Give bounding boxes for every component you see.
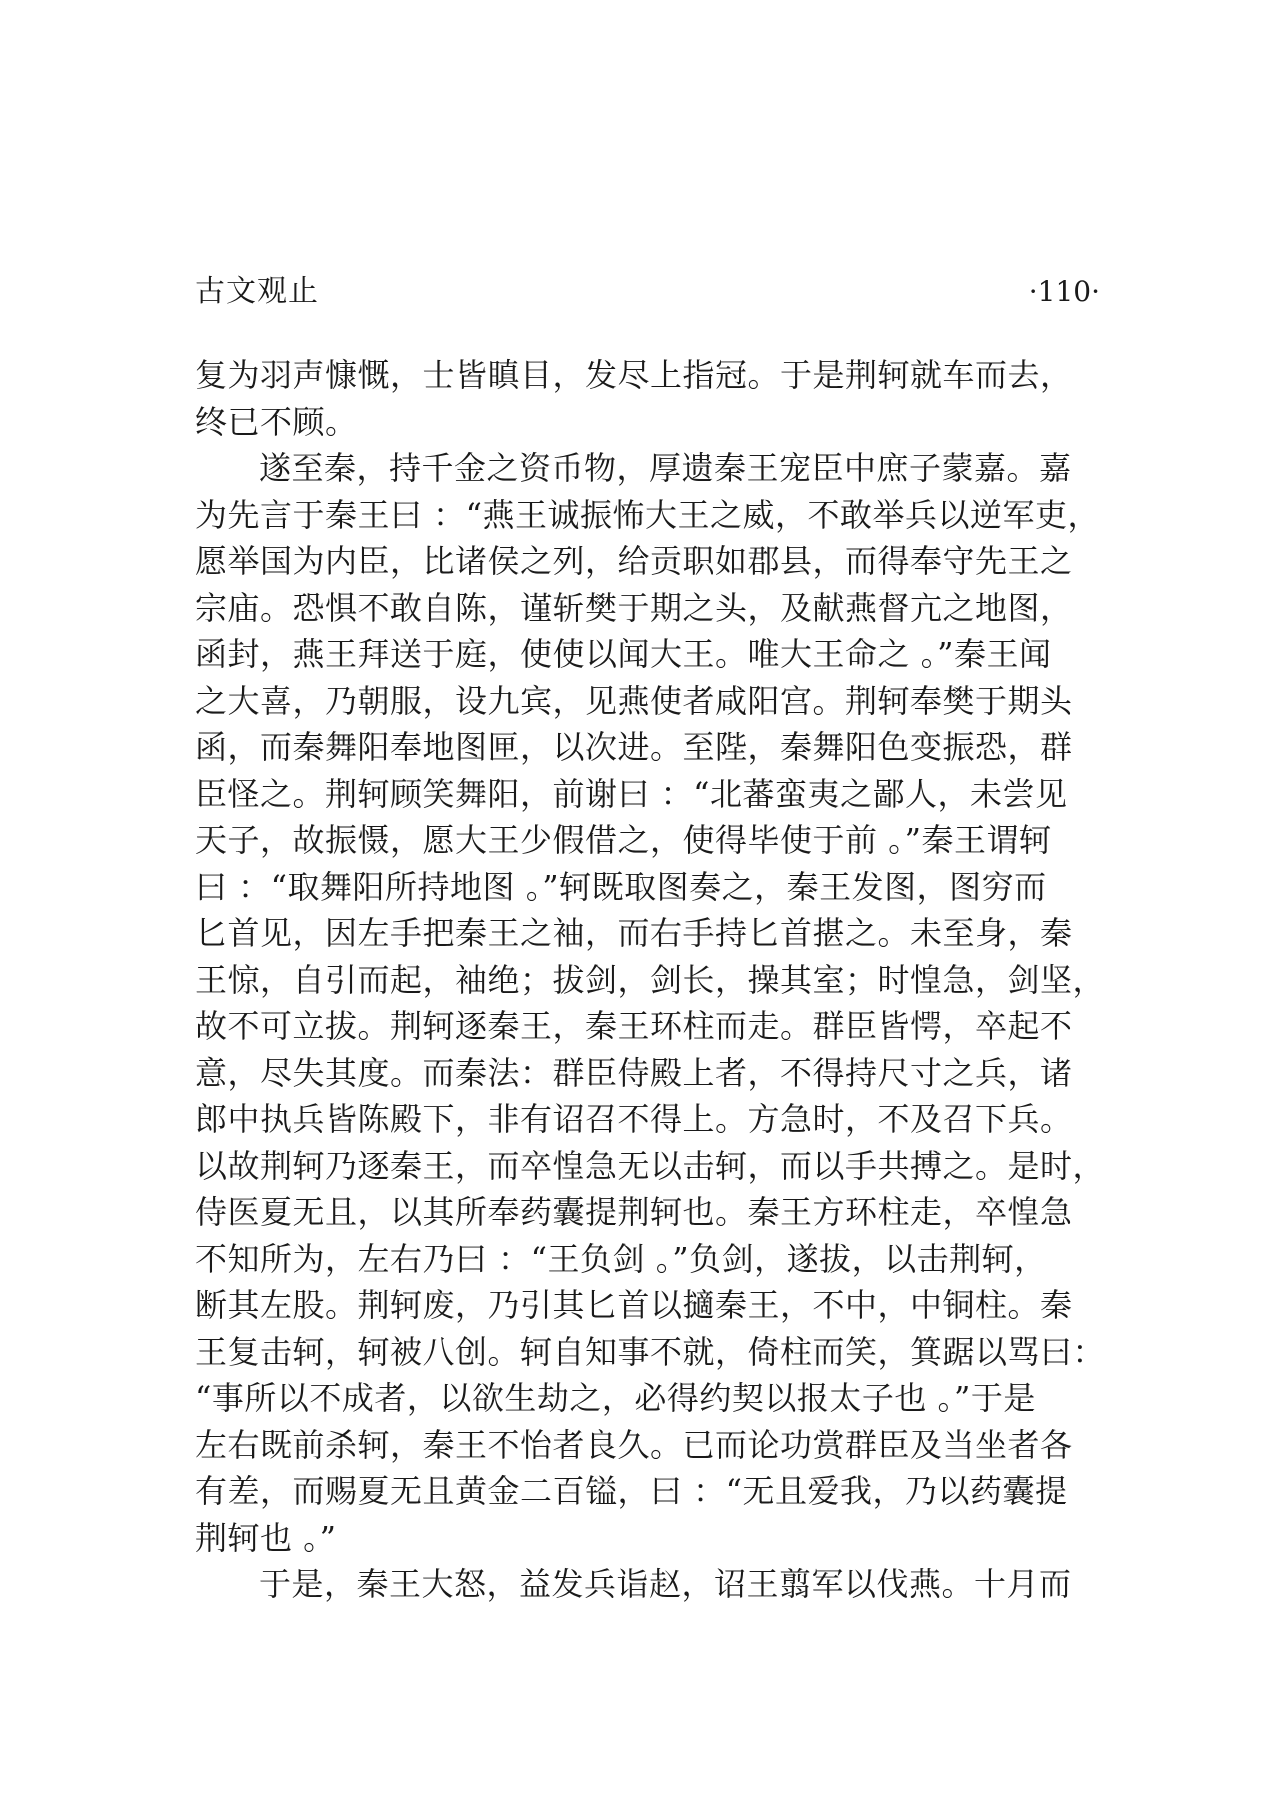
text-line: 遂至秦，持千金之资币物，厚遗秦王宠臣中庶子蒙嘉。嘉: [259, 449, 1072, 487]
text-line: 复为羽声慷慨，士皆瞋目，发尽上指冠。于是荆轲就车而去，: [195, 356, 1073, 394]
text-line: 故不可立拔。荆轲逐秦王，秦王环柱而走。群臣皆愕，卒起不: [195, 1007, 1073, 1045]
page-header: [195, 270, 1100, 314]
text-line: 宗庙。恐惧不敢自陈，谨斩樊于期之头，及献燕督亢之地图，: [195, 588, 1073, 627]
text-line: 左右既前杀轲，秦王不怡者良久。已而论功赏群臣及当坐者各: [195, 1425, 1073, 1464]
book-title: 古文观止: [195, 274, 319, 309]
text-line: 侍医夏无且，以其所奉药囊提荆轲也。秦王方环柱走，卒惶急: [195, 1193, 1073, 1231]
text-line: 有差，而赐夏无且黄金二百镒，曰 ：“无且爱我，乃以药囊提: [195, 1472, 1068, 1510]
text-line: 曰 ：“取舞阳所持地图 。”轲既取图奏之，秦王发图，图穷而: [195, 867, 1047, 906]
text-line: 终已不顾。: [195, 402, 358, 441]
text-line: 郎中执兵皆陈殿下，非有诏召不得上。方急时，不及召下兵。: [195, 1100, 1073, 1138]
page-number: ·110·: [1028, 275, 1100, 308]
body-text: [195, 352, 1105, 1608]
text-line: 不知所为，左右乃曰 ：“王负剑 。”负剑，遂拔，以击荆轲，: [195, 1239, 1047, 1278]
text-line: 以故荆轲乃逐秦王，而卒惶急无以击轲，而以手共搏之。是时，: [195, 1146, 1106, 1185]
text-line: 断其左股。荆轲废，乃引其匕首以擿秦王，不中，中铜柱。秦: [195, 1286, 1073, 1324]
text-line: 王惊，自引而起，袖绝；拔剑，剑长，操其室；时惶急，剑坚，: [195, 960, 1106, 999]
text-line: 之大喜，乃朝服，设九宾，见燕使者咸阳宫。荆轲奉樊于期头: [195, 681, 1073, 720]
text-line: “事所以不成者，以欲生劫之，必得约契以报太子也 。”于是: [195, 1379, 1036, 1417]
text-line: 荆轲也 。”: [195, 1518, 337, 1557]
text-line: 匕首见，因左手把秦王之袖，而右手持匕首揕之。未至身，秦: [195, 914, 1073, 952]
text-line: 王复击轲，轲被八创。轲自知事不就，倚柱而笑，箕踞以骂曰：: [195, 1332, 1106, 1371]
text-line: 愿举国为内臣，比诸侯之列，给贡职如郡县，而得奉守先王之: [195, 542, 1073, 580]
text-line: 函，而秦舞阳奉地图匣，以次进。至陛，秦舞阳色变振恐，群: [195, 728, 1073, 766]
text-line: 天子，故振慑，愿大王少假借之，使得毕使于前 。”秦王谓轲: [195, 821, 1052, 859]
text-line: 函封，燕王拜送于庭，使使以闻大王。唯大王命之 。”秦王闻: [195, 635, 1052, 673]
text-line: 为先言于秦王曰 ：“燕王诚振怖大王之威，不敢举兵以逆军吏，: [195, 495, 1101, 534]
text-line: 于是，秦王大怒，益发兵诣赵，诏王翦军以伐燕。十月而: [259, 1565, 1072, 1603]
text-line: 意，尽失其度。而秦法：群臣侍殿上者，不得持尺寸之兵，诸: [195, 1053, 1073, 1092]
text-line: 臣怪之。荆轲顾笑舞阳，前谢曰 ：“北蕃蛮夷之鄙人，未尝见: [195, 774, 1068, 813]
